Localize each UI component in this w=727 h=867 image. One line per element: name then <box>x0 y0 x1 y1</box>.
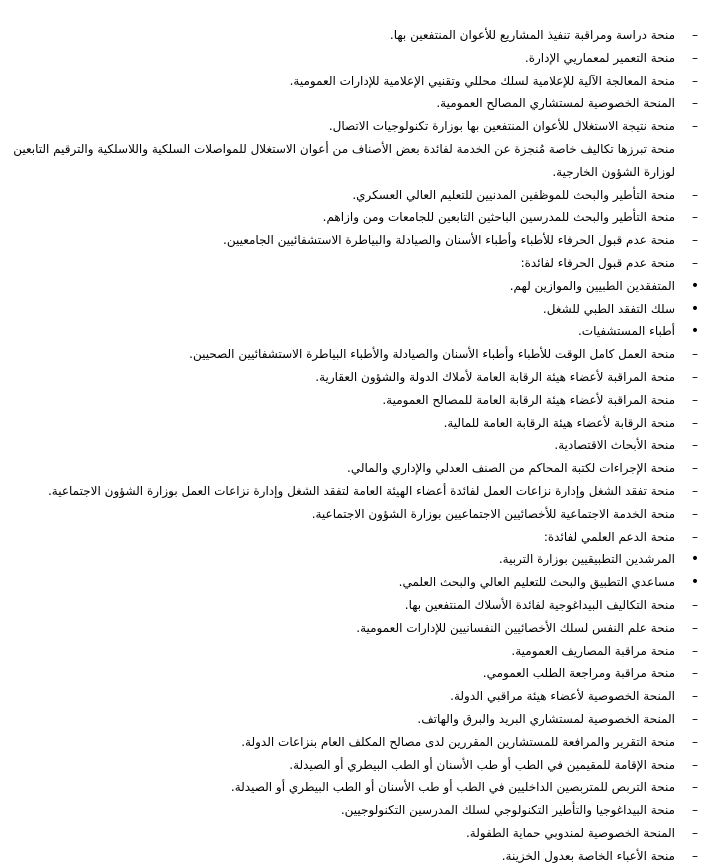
dash-list-item <box>3 640 675 663</box>
dash-marker <box>675 206 715 229</box>
list-item-text: منحة البيداغوجيا والتأطير التكنولوجي لسلك المدرسين التكنولوجيين. <box>340 803 675 818</box>
dash-marker <box>675 47 715 70</box>
dash-list-item <box>3 708 675 731</box>
list-item-text: منحة نتيجة الاستغلال للأعوان المنتفعين بها بوزارة تكنولوجيات الاتصال. <box>328 119 675 134</box>
list-item-text: منحة التربص للمتربصين الداخليين في الطب أو طب الأسنان أو الطب البيطري أو الصيدلة. <box>230 780 675 795</box>
bullet-list-item <box>3 275 675 298</box>
dash-marker <box>675 70 715 93</box>
bullet-marker <box>675 320 715 343</box>
dash-list-item <box>3 343 675 366</box>
list-item-text: منحة عدم قبول الحرفاء لفائدة: <box>520 255 675 270</box>
dash-marker <box>675 457 715 480</box>
list-item-text: منحة المراقبة لأعضاء هيئة الرقابة العامة للمصالح العمومية. <box>382 392 675 407</box>
dash-list-item <box>3 206 675 229</box>
dash-list-item <box>3 503 675 526</box>
dash-list-item <box>3 754 675 777</box>
dash-marker <box>675 389 715 412</box>
dash-list-item <box>3 229 675 252</box>
bullet-list-item <box>3 548 675 571</box>
dash-marker <box>675 617 715 640</box>
dash-list-item <box>3 457 675 480</box>
dash-marker <box>675 434 715 457</box>
list-item-text: منحة الخدمة الاجتماعية للأخصائيين الاجتماعيين بوزارة الشؤون الاجتماعية. <box>311 506 675 521</box>
dash-marker <box>675 343 715 366</box>
dash-list-item <box>3 389 675 412</box>
dash-marker <box>675 503 715 526</box>
dash-list-item <box>3 252 675 275</box>
bullet-marker <box>675 298 715 321</box>
dash-list-item <box>3 24 675 47</box>
list-item-text: منحة الإجراءات لكتبة المحاكم من الصنف العدلي والإداري والمالي. <box>347 461 675 476</box>
dash-list-item <box>3 70 675 93</box>
list-item-text: المتفقدين الطبيين والموازين لهم. <box>509 278 675 293</box>
list-item-text: منحة تبرزها تكاليف خاصة مُنجزة عن الخدمة لفائدة بعض الأصناف من أعوان الاستغلال للمواصلات السلكية واللاسلكية والترقيم التابعين لوزارة الشؤون الخارجية. <box>13 141 675 179</box>
dash-list-item <box>3 731 675 754</box>
list-item-text: منحة عدم قبول الحرفاء للأطباء وأطباء الأسنان والصيادلة والبياطرة الاستشفائيين الجامعيين. <box>223 233 675 248</box>
list-item-text: المنحة الخصوصية لمستشاري المصالح العمومية. <box>436 96 675 111</box>
list-item-text: منحة الأبحاث الاقتصادية. <box>554 438 675 453</box>
list-item-text: منحة تفقد الشغل وإدارة نزاعات العمل لفائدة أعضاء الهيئة العامة لتفقد الشغل وإدارة نزاعات العمل بوزارة الشؤون الاجتماعية. <box>47 483 675 498</box>
dash-marker <box>675 115 715 138</box>
dash-marker <box>675 594 715 617</box>
dash-list-item <box>3 366 675 389</box>
dash-marker <box>675 412 715 435</box>
list-item-text: منحة الأعباء الخاصة بعدول الخزينة. <box>501 848 675 863</box>
dash-marker <box>675 685 715 708</box>
list-item-text: منحة مراقبة ومراجعة الطلب العمومي. <box>482 666 675 681</box>
dash-marker <box>675 845 715 867</box>
dash-list-item <box>3 822 675 845</box>
dash-marker <box>675 731 715 754</box>
list-item-text: منحة التعمير لمعماريي الإدارة. <box>524 50 675 65</box>
list-item-text: المنحة الخصوصية لأعضاء هيئة مراقبي الدولة. <box>450 689 675 704</box>
list-item-text: منحة التأطير والبحث للمدرسين الباحثين التابعين للجامعات ومن وازاهم. <box>322 210 675 225</box>
list-item-text: سلك التفقد الطبي للشغل. <box>542 301 675 316</box>
bullet-marker <box>675 571 715 594</box>
dash-marker <box>675 229 715 252</box>
dash-marker <box>675 526 715 549</box>
dash-list-item <box>3 845 675 867</box>
dash-marker <box>675 92 715 115</box>
dash-marker <box>675 184 715 207</box>
list-item-text: المرشدين التطبيقيين بوزارة التربية. <box>498 552 675 567</box>
dash-list-item <box>3 594 675 617</box>
dash-list-item <box>3 776 675 799</box>
list-item-text: منحة المعالجة الآلية للإعلامية لسلك محللي وتقنيي الإعلامية للإدارات العمومية. <box>289 73 675 88</box>
list-item-text: منحة دراسة ومراقبة تنفيذ المشاريع للأعوان المنتفعين بها. <box>389 28 675 42</box>
list-item-text: منحة العمل كامل الوقت للأطباء وأطباء الأسنان والصيادلة والأطباء البياطرة الاستشفائيين الصحيين. <box>189 347 675 362</box>
list-item-text: منحة التأطير والبحث للموظفين المدنيين للتعليم العالي العسكري. <box>352 187 675 202</box>
dash-list-item <box>3 480 675 503</box>
list-item-text: المنحة الخصوصية لمستشاري البريد والبرق والهاتف. <box>417 711 675 726</box>
dash-list-item <box>3 92 675 115</box>
dash-marker <box>675 252 715 275</box>
dash-marker <box>675 640 715 663</box>
bullet-list-item <box>3 298 675 321</box>
dash-list-item <box>3 47 675 70</box>
list-item-text: منحة الرقابة لأعضاء هيئة الرقابة العامة للمالية. <box>443 415 675 430</box>
list-item-text: مساعدي التطبيق والبحث للتعليم العالي والبحث العلمي. <box>398 575 675 590</box>
dash-marker <box>675 366 715 389</box>
dash-list-item <box>3 685 675 708</box>
dash-list-item <box>3 115 675 138</box>
list-item-text: أطباء المستشفيات. <box>577 324 675 339</box>
dash-marker <box>675 480 715 503</box>
dash-list-item <box>3 526 675 549</box>
dash-marker <box>675 662 715 685</box>
bullet-marker <box>675 548 715 571</box>
dash-marker <box>675 754 715 777</box>
dash-marker <box>675 776 715 799</box>
dash-list-item <box>3 434 675 457</box>
list-item-text: منحة التكاليف البيداغوجية لفائدة الأسلاك المنتفعين بها. <box>404 597 675 612</box>
bullet-list-item <box>3 320 675 343</box>
dash-list-item <box>3 138 719 184</box>
dash-list-item <box>3 662 675 685</box>
dash-list-item <box>3 799 675 822</box>
list-item-text: منحة الإقامة للمقيمين في الطب أو طب الأسنان أو الطب البيطري أو الصيدلة. <box>289 757 675 772</box>
bullet-list-item <box>3 571 675 594</box>
document-list <box>3 24 675 867</box>
dash-marker <box>719 138 727 161</box>
list-item-text: منحة مراقبة المصاريف العمومية. <box>511 643 675 658</box>
dash-marker <box>675 822 715 845</box>
list-item-text: منحة الدعم العلمي لفائدة: <box>543 529 675 544</box>
dash-marker <box>675 708 715 731</box>
dash-marker <box>675 24 715 47</box>
list-item-text: منحة علم النفس لسلك الأخصائيين النفسانيين للإدارات العمومية. <box>356 620 675 635</box>
dash-list-item <box>3 184 675 207</box>
bullet-marker <box>675 275 715 298</box>
dash-list-item <box>3 617 675 640</box>
list-item-text: منحة المراقبة لأعضاء هيئة الرقابة العامة لأملاك الدولة والشؤون العقارية. <box>315 369 675 384</box>
dash-marker <box>675 799 715 822</box>
list-item-text: منحة التقرير والمرافعة للمستشارين المقررين لدى مصالح المكلف العام بنزاعات الدولة. <box>241 734 675 749</box>
dash-list-item <box>3 412 675 435</box>
list-item-text: المنحة الخصوصية لمندوبي حماية الطفولة. <box>465 825 675 840</box>
